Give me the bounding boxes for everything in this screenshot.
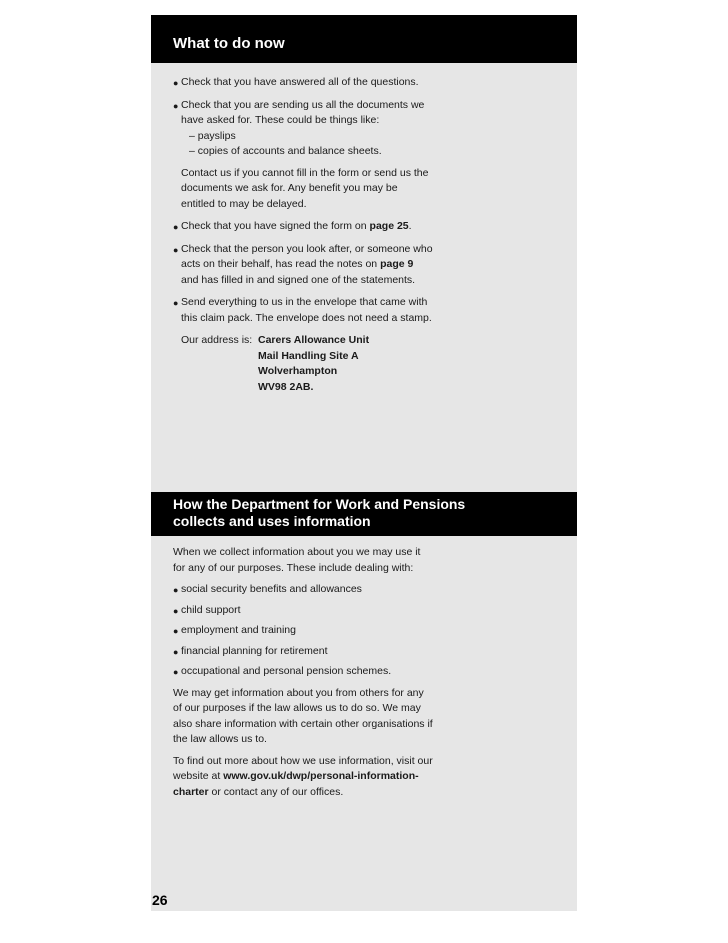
list-item: ● occupational and personal pension schemes.	[173, 664, 433, 680]
list-item: ● Send everything to us in the envelope that came with this claim pack. The envelope does not need a stamp.	[173, 296, 432, 324]
checklist	[173, 75, 433, 395]
list-item: ● Check that you have signed the form on page 25.	[173, 219, 433, 235]
address-line: Carers Allowance Unit	[258, 334, 370, 346]
section-title: How the Department for Work and Pensions collects and uses information	[173, 496, 466, 529]
address-line: Mail Handling Site A	[258, 349, 359, 362]
list-item: ● Check that you are sending us all the documents we have asked for. These could be things like: – payslips – copies of accounts and balance sheets.	[173, 98, 433, 160]
list-item: ● child support	[173, 603, 433, 619]
list-item: ● Check that you have answered all of the questions.	[173, 75, 433, 91]
section-heading-dwp-information	[151, 492, 577, 536]
bullet-icon: ●	[173, 646, 179, 657]
website-link[interactable]: www.gov.uk/dwp/personal-information-charter	[173, 770, 419, 798]
postal-address	[173, 333, 433, 395]
list-item: ● social security benefits and allowances	[173, 582, 433, 598]
bullet-icon: ●	[173, 585, 179, 595]
note-text: Contact us if you cannot fill in the form or send us the documents we ask for. Any benefit you may be entitled to may be delayed.	[181, 166, 429, 210]
address-line: WV98 2AB.	[258, 380, 314, 393]
page-reference: page 9	[380, 258, 414, 270]
bullet-icon: ●	[173, 626, 179, 636]
list-item: ● financial planning for retirement	[173, 644, 433, 660]
list-item: ● Check that the person you look after, or someone who acts on their behalf, has read the notes on page 9 and has filled in and signed one of the statements.	[173, 242, 433, 286]
section-title: What to do now	[173, 35, 285, 52]
bullet-icon: ●	[173, 222, 179, 232]
intro-paragraph: When we collect information about you we may use it for any of our purposes. These include dealing with:	[173, 546, 421, 574]
bullet-icon: ●	[173, 78, 179, 88]
section-heading-what-to-do	[151, 15, 577, 63]
sharing-paragraph: We may get information about you from others for any of our purposes if the law allows us to do so. We may also share information with certain other organisations if the law allows us to.	[173, 686, 433, 745]
page-number: 26	[152, 892, 168, 908]
sub-item: – payslips	[189, 129, 236, 142]
information-section	[173, 545, 433, 806]
bullet-icon: ●	[173, 100, 179, 111]
bullet-icon: ●	[173, 298, 179, 308]
bullet-icon: ●	[173, 244, 179, 255]
list-item: ● employment and training	[173, 623, 433, 639]
address-label: Our address is:	[181, 334, 253, 346]
bullet-icon: ●	[173, 667, 179, 677]
more-info-paragraph: To find out more about how we use information, visit our website at www.gov.uk/dwp/personal-information-charter or contact any of our offices.	[173, 754, 433, 798]
page-panel	[151, 15, 577, 911]
page-reference: page 25	[369, 220, 409, 232]
sub-item: – copies of accounts and balance sheets.	[189, 145, 382, 157]
address-lines	[258, 333, 369, 395]
address-line: Wolverhampton	[258, 365, 338, 377]
bullet-icon: ●	[173, 605, 179, 616]
